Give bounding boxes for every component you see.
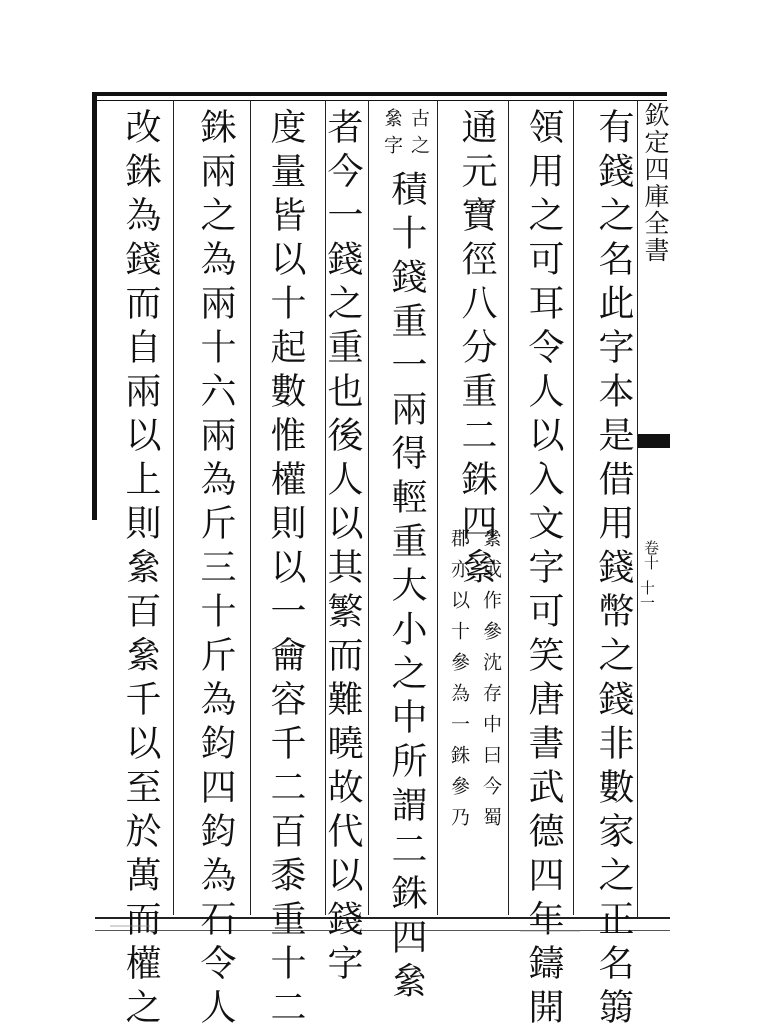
annotation-note: 絫字 [381, 108, 403, 162]
page-number: 十一 [638, 580, 656, 610]
frame-top-border [93, 92, 667, 96]
column-rule [173, 100, 174, 915]
text-column-1: 有錢之名此字本是借用錢幣之錢非數家之正名篛 [593, 108, 634, 1032]
scan-speck [110, 925, 150, 927]
column-rule [508, 100, 509, 915]
juan-number: 卷十 [642, 540, 660, 570]
text-column-5: 者今一錢之重也後人以其繁而難曉故代以錢字 [322, 108, 363, 988]
text-column-6: 度量皆以十起數惟權則以一龠容千二百黍重十二 [265, 108, 306, 1032]
column-rule [437, 100, 438, 915]
annotation-note: 郡亦以十參為一銖參乃 [448, 528, 470, 838]
book-title: 欽定四庫全書 [641, 102, 670, 264]
column-rule [573, 100, 574, 915]
text-column-3: 通元寶徑八分重二銖四絫 [456, 108, 497, 592]
text-column-4: 積十錢重一兩得輕重大小之中所謂二銖四絫 [386, 170, 427, 1006]
annotation-note: 絫或作參沈存中曰今蜀 [480, 528, 502, 838]
frame-left-border [92, 92, 97, 520]
text-column-2: 領用之可耳令人以入文字可笑唐書武德四年鑄開 [523, 108, 564, 1032]
frame-top-inner-border [93, 100, 667, 101]
text-column-7: 銖兩之為兩十六兩為斤三十斤為鈞四鈞為石令人 [195, 108, 236, 1032]
column-rule [250, 100, 251, 915]
text-column-8: 改銖為錢而自兩以上則絫百絫千以至於萬而權之 [120, 108, 161, 1032]
annotation-note: 古之 [408, 108, 430, 162]
scan-speck [520, 930, 580, 932]
